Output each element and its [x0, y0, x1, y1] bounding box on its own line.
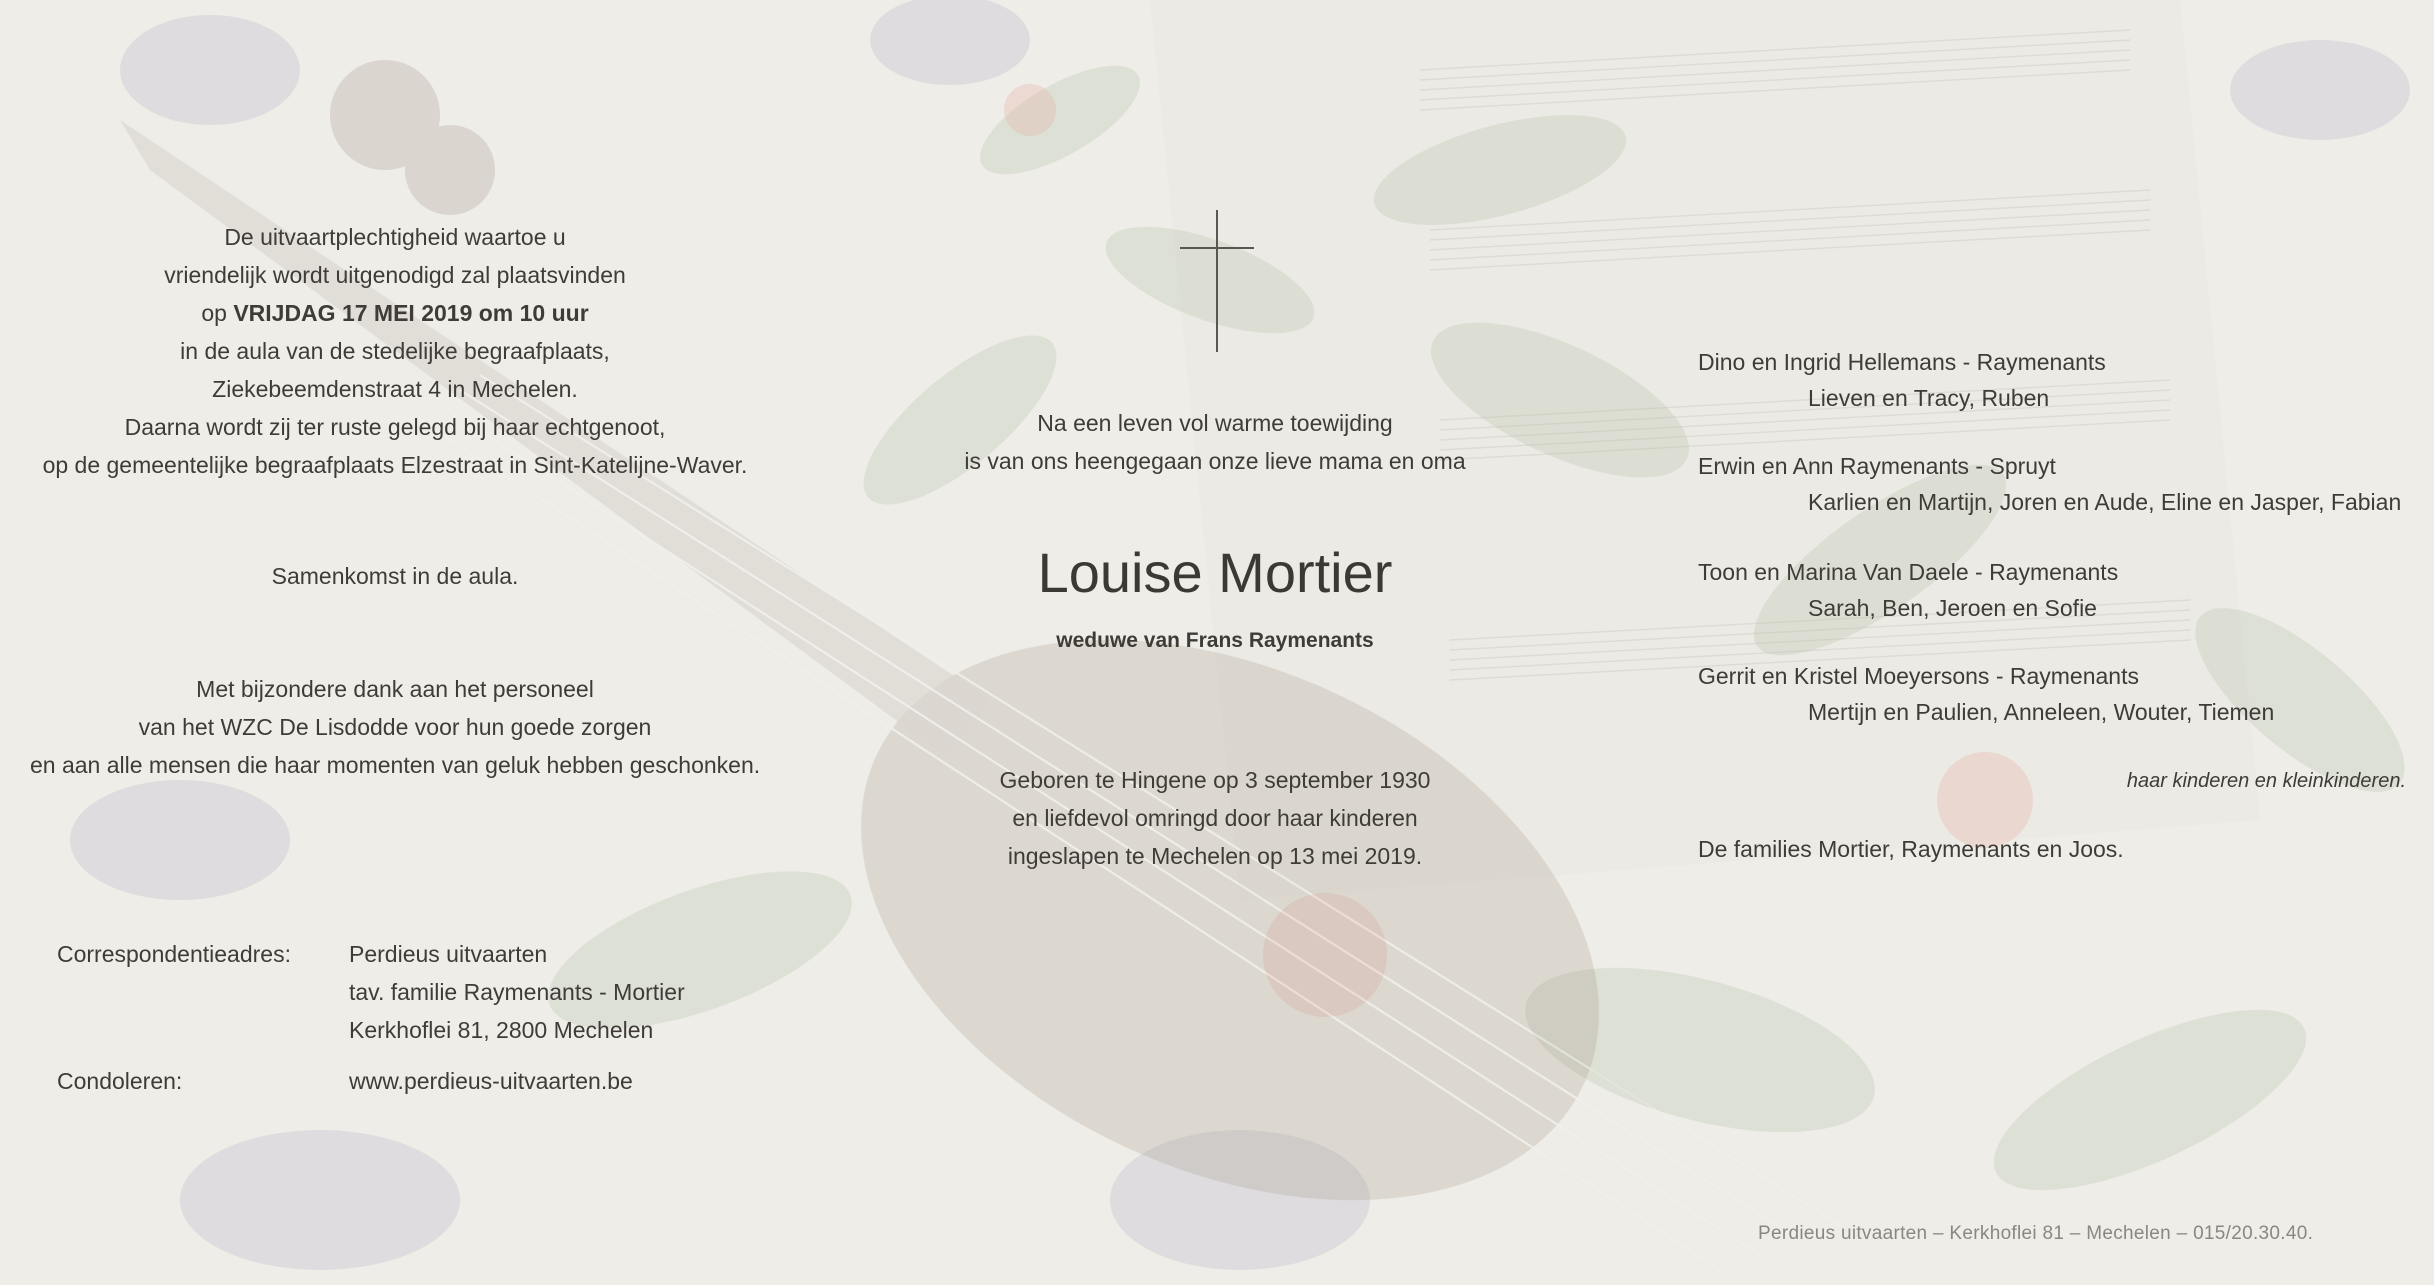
condolences-website: www.perdieus-uitvaarten.be: [349, 1068, 633, 1094]
family-parents: Toon en Marina Van Daele - Raymenants: [1698, 559, 2119, 585]
family-children: Karlien en Martijn, Joren en Aude, Eline en Jasper, Fabian: [1808, 489, 2402, 515]
family-entry: [1698, 554, 2118, 626]
thanks-message: [30, 670, 760, 784]
family-children: Sarah, Ben, Jeroen en Sofie: [1808, 595, 2097, 621]
condolences-label: Condoleren:: [57, 1068, 183, 1094]
correspondence-line: Kerkhoflei 81, 2800 Mechelen: [349, 1017, 654, 1043]
thanks-line: van het WZC De Lisdodde voor hun goede zorgen: [138, 714, 652, 740]
life-line: ingeslapen te Mechelen op 13 mei 2019.: [1007, 843, 1423, 869]
family-parents: Gerrit en Kristel Moeyersons - Raymenants: [1698, 663, 2139, 689]
ceremony-line: vriendelijk wordt uitgenodigd zal plaatsvinden: [164, 262, 626, 288]
family-closing: haar kinderen en kleinkinderen.: [2126, 770, 2406, 792]
correspondence-line: tav. familie Raymenants - Mortier: [349, 979, 685, 1005]
intro-line: Na een leven vol warme toewijding: [1037, 410, 1393, 436]
meeting-text: Samenkomst in de aula.: [271, 563, 519, 589]
thanks-line: Met bijzondere dank aan het personeel: [196, 676, 594, 702]
ceremony-line: De uitvaartplechtigheid waartoe u: [224, 224, 566, 250]
life-details: [880, 761, 1550, 875]
family-entry: [1698, 658, 2274, 730]
family-children: Mertijn en Paulien, Anneleen, Wouter, Tiemen: [1808, 699, 2275, 725]
cross-icon: [1180, 210, 1254, 352]
family-entry: [1698, 448, 2401, 520]
intro-line: is van ons heengegaan onze lieve mama en oma: [964, 448, 1466, 474]
life-line: Geboren te Hingene op 3 september 1930: [999, 767, 1431, 793]
widow-of: weduwe van Frans Raymenants: [1056, 629, 1374, 652]
family-children: Lieven en Tracy, Ruben: [1808, 385, 2050, 411]
life-line: en liefdevol omringd door haar kinderen: [1012, 805, 1418, 831]
ceremony-date: VRIJDAG 17 MEI 2019 om 10 uur: [233, 300, 589, 326]
deceased-name: Louise Mortier: [1037, 541, 1393, 604]
ceremony-details: [30, 218, 760, 484]
intro-text: [880, 404, 1550, 480]
ceremony-line: op de gemeentelijke begraafplaats Elzestraat in Sint-Katelijne-Waver.: [42, 452, 748, 478]
ceremony-line: Daarna wordt zij ter ruste gelegd bij haar echtgenoot,: [124, 414, 666, 440]
correspondence-line: Perdieus uitvaarten: [349, 941, 548, 967]
ceremony-date-line: [30, 294, 760, 332]
meeting-note: [30, 557, 760, 595]
correspondence-label: Correspondentieadres:: [57, 941, 291, 967]
ceremony-line: in de aula van de stedelijke begraafplaats,: [180, 338, 610, 364]
ceremony-date-prefix: op: [201, 300, 234, 326]
family-parents: Dino en Ingrid Hellemans - Raymenants: [1698, 349, 2106, 375]
family-parents: Erwin en Ann Raymenants - Spruyt: [1698, 453, 2056, 479]
footer-text: Perdieus uitvaarten – Kerkhoflei 81 – Mechelen – 015/20.30.40.: [1758, 1223, 2314, 1244]
extended-families: De families Mortier, Raymenants en Joos.: [1698, 836, 2124, 862]
ceremony-line: Ziekebeemdenstraat 4 in Mechelen.: [212, 376, 578, 402]
family-entry: [1698, 344, 2106, 416]
thanks-line: en aan alle mensen die haar momenten van geluk hebben geschonken.: [30, 752, 761, 778]
